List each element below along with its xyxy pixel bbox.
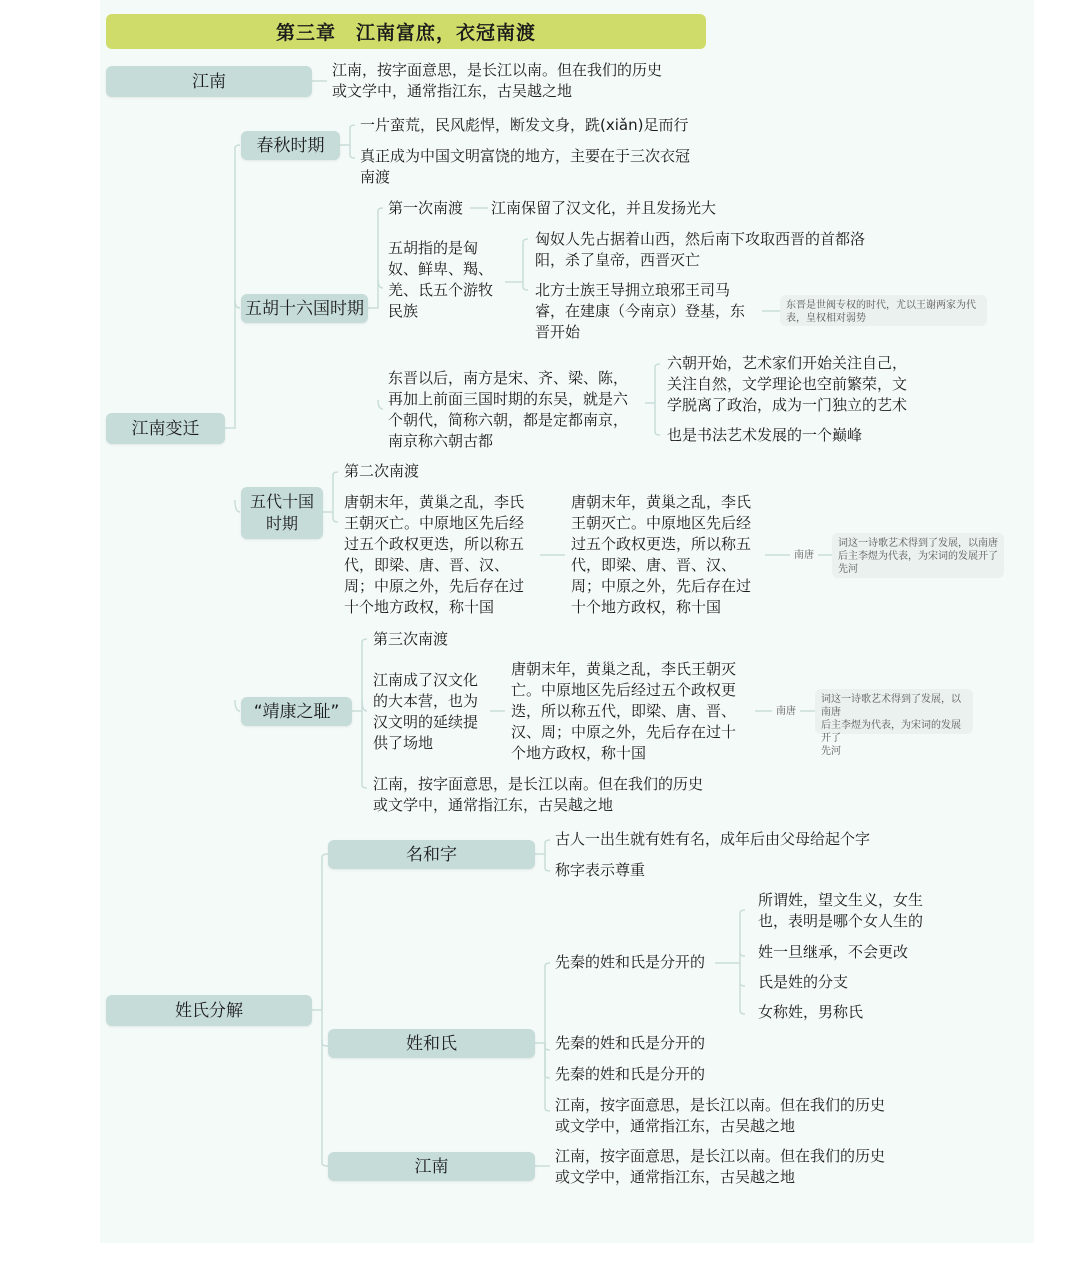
root-jiangnan-node[interactable]: 江南	[106, 66, 312, 97]
xingshi-node[interactable]: 姓和氏	[328, 1029, 535, 1058]
mingzi-item: 古人一出生就有姓有名，成年后由父母给起个字	[555, 830, 871, 848]
six-dynasties-art: 六朝开始，艺术家们开始关注自己， 关注自然，文学理论也空前繁荣，文 学脱离了政治，成为一门独立的艺术	[667, 354, 908, 414]
dongjin-note	[780, 295, 987, 326]
xingshi-sub-item: 所谓姓，望文生义，女生 也，表明是哪个女人生的	[758, 891, 924, 930]
dongjin-founding: 北方士族王导拥立琅邪王司马 睿，在建康（今南京）登基，东 晋开始	[535, 281, 746, 341]
first-migration-desc: 江南保留了汉文化，并且发扬光大	[491, 199, 717, 217]
wudai-node[interactable]: 五代十国 时期	[241, 487, 323, 539]
wuhu-node[interactable]: 五胡十六国时期	[241, 294, 368, 323]
first-migration-label: 第一次南渡	[388, 199, 464, 217]
xingshi-item: 先秦的姓和氏是分开的	[555, 1034, 706, 1052]
jingkang-nantang-note	[815, 689, 973, 757]
third-migration-label: 第三次南渡	[373, 630, 449, 648]
xiongnu-event: 匈奴人先占据着山西，然后南下攻取西晋的首都洛 阳，杀了皇帝，西晋灭亡	[535, 230, 866, 269]
surname-jiangnan-node[interactable]: 江南	[328, 1152, 535, 1181]
chunqiu-item: 一片蛮荒，民风彪悍，断发文身，跣(xiǎn)足而行	[360, 116, 689, 134]
six-dynasties-calligraphy: 也是书法艺术发展的一个巅峰	[667, 426, 863, 444]
wudai-nantang-note	[832, 533, 1004, 578]
dongjin-note-text: 东晋是世阀专权的时代，尤以王谢两家为代 表，皇权相对弱势	[786, 300, 976, 324]
wudai-desc-repeat: 唐朝末年，黄巢之乱，李氏 王朝灭亡。中原地区先后经 过五个政权更迭，所以称五 代，即梁、唐、晋、汉、 周；中原之外，先后存在过 十个地方政权，称十国	[571, 493, 752, 616]
jingkang-desc: 唐朝末年，黄巢之乱，李氏王朝灭 亡。中原地区先后经过五个政权更 迭，所以称五代，即梁、唐、晋、 汉、周；中原之外，先后存在过十 个地方政权，称十国	[511, 660, 737, 762]
chunqiu-node[interactable]: 春秋时期	[241, 131, 340, 160]
han-culture-base: 江南成了汉文化 的大本营，也为 汉文明的延续提 供了场地	[373, 671, 479, 752]
xingshi-item: 先秦的姓和氏是分开的	[555, 1065, 706, 1083]
xingshi-sub-item: 女称姓，男称氏	[758, 1003, 864, 1021]
root-surname-node[interactable]: 姓氏分解	[106, 995, 312, 1026]
xingshi-item: 江南，按字面意思，是长江以南。但在我们的历史 或文学中，通常指江东，古吴越之地	[555, 1096, 886, 1135]
root-jiangnan-changes-node[interactable]: 江南变迁	[106, 413, 225, 444]
chapter-title: 第三章 江南富庶，衣冠南渡	[106, 14, 706, 49]
wudai-desc: 唐朝末年，黄巢之乱，李氏 王朝灭亡。中原地区先后经 过五个政权更迭，所以称五 代，即梁、唐、晋、汉、 周；中原之外，先后存在过 十个地方政权，称十国	[344, 493, 525, 616]
jingkang-nantang-label: 南唐	[776, 706, 796, 717]
xingshi-sub-item: 氏是姓的分支	[758, 973, 849, 991]
mingzi-node[interactable]: 名和字	[328, 840, 535, 869]
wudai-nantang-note-text: 词这一诗歌艺术得到了发展，以南唐 后主李煜为代表，为宋词的发展开了 先河	[838, 538, 998, 575]
nantang-label: 南唐	[794, 550, 814, 561]
jingkang-nantang-note-text: 词这一诗歌艺术得到了发展，以南唐 后主李煜为代表，为宋词的发展开了 先河	[821, 694, 961, 757]
wuhu-definition: 五胡指的是匈 奴、鲜卑、羯、 羌、氐五个游牧 民族	[388, 239, 494, 320]
jingkang-jiangnan: 江南，按字面意思，是长江以南。但在我们的历史 或文学中，通常指江东，古吴越之地	[373, 775, 704, 814]
surname-jiangnan-desc: 江南，按字面意思，是长江以南。但在我们的历史 或文学中，通常指江东，古吴越之地	[555, 1147, 886, 1186]
six-dynasties-desc: 东晋以后，南方是宋、齐、梁、陈， 再加上前面三国时期的东吴，就是六 个朝代，简称六朝，都是定都南京， 南京称六朝古都	[388, 369, 629, 450]
xianqin-label: 先秦的姓和氏是分开的	[555, 953, 706, 971]
mingzi-item: 称字表示尊重	[555, 861, 646, 879]
xingshi-sub-item: 姓一旦继承，不会更改	[758, 943, 909, 961]
jiangnan-definition: 江南，按字面意思，是长江以南。但在我们的历史 或文学中，通常指江东，古吴越之地	[332, 61, 663, 100]
jingkang-node[interactable]: “靖康之耻”	[241, 697, 352, 726]
chunqiu-item: 真正成为中国文明富饶的地方，主要在于三次衣冠 南渡	[360, 147, 691, 186]
second-migration-label: 第二次南渡	[344, 462, 420, 480]
